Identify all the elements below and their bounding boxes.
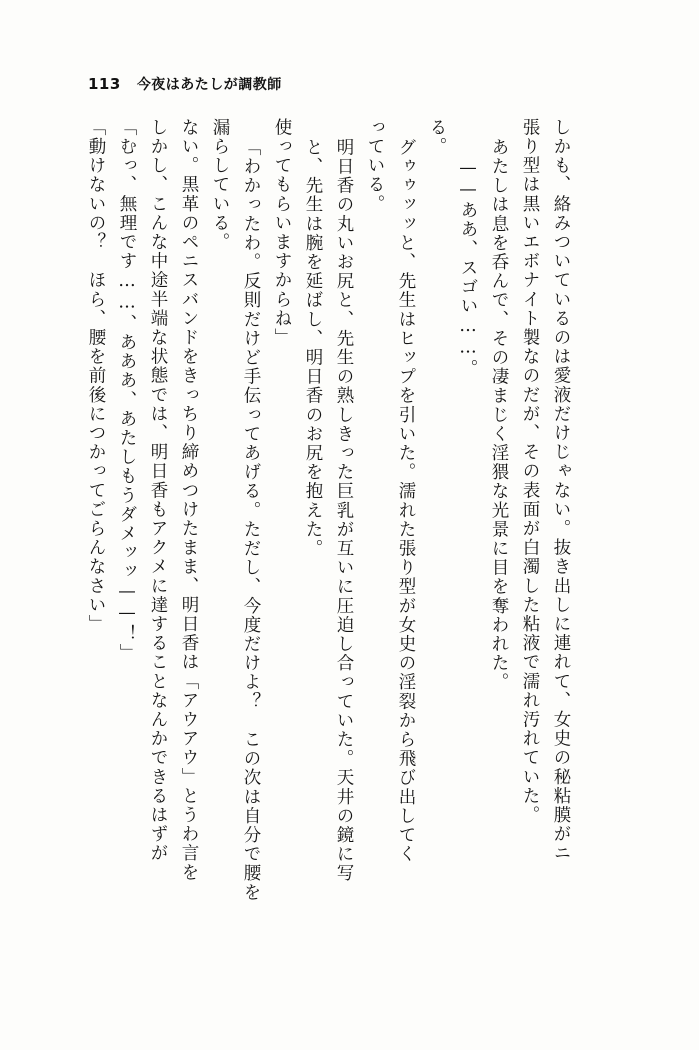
text-column: 明日香の丸いお尻と、先生の熟しきった巨乳が互いに圧迫し合っていた。天井の鏡に写 [334, 138, 354, 883]
text-column: っている。 [365, 118, 385, 214]
text-column: 使ってもらいますからね」 [272, 118, 292, 348]
text-column: しかし、こんな中途半端な状態では、明日香もアクメに達することなんかできるはずが [148, 118, 168, 863]
vertical-text-block [73, 118, 621, 1018]
text-column: 張り型は黒いエボナイト製なのだが、その表面が白濁した粘液で濡れ汚れていた。 [520, 118, 540, 825]
text-column: あたしは息を呑んで、その凄まじく淫猥な光景に目を奪われた。 [489, 138, 509, 692]
page-number: 113 [88, 75, 121, 93]
text-column: 「動けないの？ ほら、腰を前後につかってごらんなさい」 [86, 118, 106, 634]
text-column: る。 [427, 118, 447, 157]
text-column: しかも、絡みついているのは愛液だけじゃない。抜き出しに連れて、女史の秘粘膜がニ [551, 118, 571, 863]
page-header [88, 74, 282, 94]
text-column: 「むっ、無理です……、あああ、あたしもうダメッッ——！」 [117, 118, 137, 663]
text-column: 漏らしている。 [210, 118, 230, 252]
text-column: ない。黒革のペニスバンドをきっちり締めつけたまま、明日香は「アウアウ」とうわ言を [179, 118, 199, 882]
text-column: と、先生は腕を延ばし、明日香のお尻を抱えた。 [303, 138, 323, 559]
text-column: ——ああ、スゴい……。 [458, 158, 478, 379]
text-column: グゥゥッッと、先生はヒップを引いた。濡れた張り型が女史の淫裂から飛び出してく [396, 138, 416, 864]
text-column: 「わかったわ。反則だけど手伝ってあげる。ただし、今度だけよ？ この次は自分で腰を [241, 138, 261, 902]
running-title: 今夜はあたしが調教師 [136, 77, 282, 93]
